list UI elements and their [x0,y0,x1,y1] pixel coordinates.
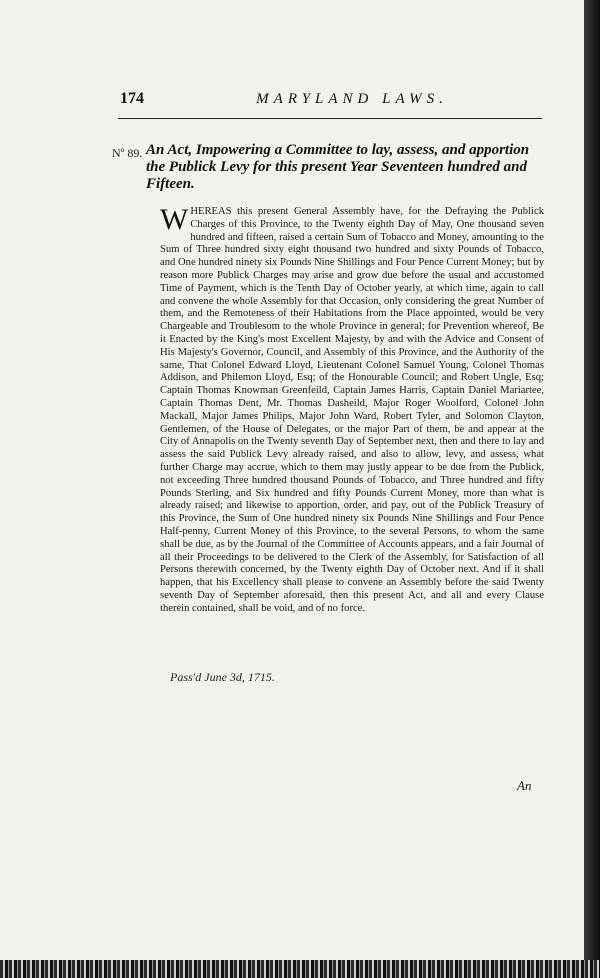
running-head: MARYLAND LAWS. [256,91,448,107]
act-title: An Act, Impowering a Committee to lay, assess, and apportion the Publick Levy for this present Year Seventeen hundred and Fifteen. [146,142,530,192]
page-number: 174 [120,90,144,107]
page-edge-right [584,0,600,978]
act-number: Nº 89. [112,146,143,160]
drop-cap: W [160,203,189,236]
passed-date: Pass'd June 3d, 1715. [170,670,275,684]
act-body-text: HEREAS this present General Assembly have, for the Defraying the Publick Charges of this Province, to the Twenty eighth Day of May, One thousand seven hundred and fifteen, raised a certain Sum of Tobacco and Money, amounting to the Sum of Three hundred sixty eight thousand two hundred and sixty Pounds of Tobacco, and One hundred ninety six Pounds Nine Shillings and Four Pence Current Money; but by reason more Publick Charges may arise and grow due before the usual and accustomed Time of Payment, which is the Tenth Day of October yearly, at which time, again to call and convene the whole Assembly for that Occasion, only considering the great Number of them, and the Remoteness of their Habitations from the Place appointed, would be very Chargeable and Troublesom to the whole Province in general; for Prevention whereof, Be it Enacted by the King's most Excellent Majesty, by and with the Advice and Consent of His Majesty's Governor, Council, and Assembly of this Province, and the Authority of the same, That Colonel Edward Lloyd, Lieutenant Colonel Samuel Young, Colonel Thomas Addison, and Philemon Lloyd, Esq; of the Honourable Council; and Robert Ungle, Esq; Captain Thomas Knowman Greenfeild, Captain James Harris, Captain Daniel Mariartee, Captain Thomas Dent, Mr. Thomas Dasheild, Major Roger Woolford, Colonel John Mackall, Major James Philips, Major John Ward, Robert Tyler, and Solomon Clayton, Gentlemen, of the House of Delegates, or the major Part of them, be and appear at the City of Annapolis on the Twenty seventh Day of September next, then and there to lay and assess the said Publick Levy already raised, and also to allow, levy, and assess, what further Charge may accrue, which to them may justly appear to be due from the Publick, not exceeding Three hundred thousand Pounds of Tobacco, and Three hundred and fifty Pounds Sterling, and Six hundred and fifty Pounds Current Money, more than what is already raised; and likewise to apportion, order, and pay, out of the Publick Treasury of this Province, the Sum of One hundred ninety six Pounds Nine Shillings and Four Pence Half-penny, Current Money of this Province, to the several Persons, to whom the same shall be due, as by the Journal of the Committee of Accounts appears, and a fair Journal of all their Proceedings to be delivered to the Clerk of the Assembly, for Satisfaction of all Persons therewith concerned, by the Twenty eighth Day of October next. And if it shall happen, that his Excellency shall please to convene an Assembly before the said Twenty seventh Day of September aforesaid, then this present Act, and all and every Clause therein contained, shall be void, and of no force. [160,206,544,614]
act-body [160,203,544,616]
page-edge-bottom [0,960,600,978]
catchword: An [517,778,532,793]
page-header [120,90,540,116]
header-rule [118,118,542,119]
